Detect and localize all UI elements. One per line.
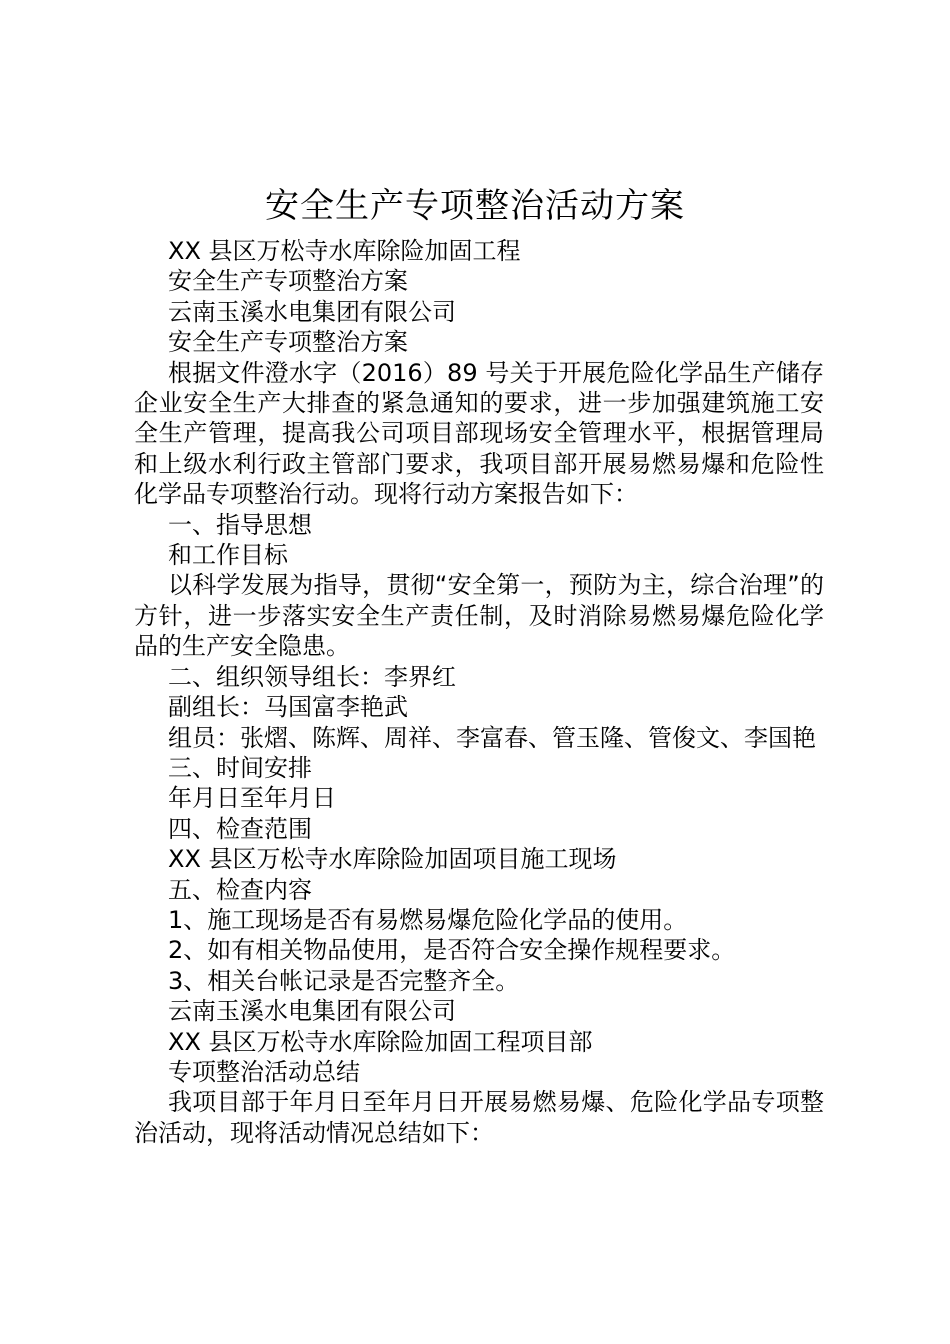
section-heading-organization: 二、组织领导组长：李界红 — [168, 662, 456, 691]
members-line: 组员：张熠、陈辉、周祥、李富春、管玉隆、管俊文、李国艳 — [168, 723, 816, 752]
guiding-ideology-paragraph: 以科学发展为指导，贯彻“安全第一，预防为主，综合治理”的方针，进一步落实安全生产责任制，及时消除易燃易爆危险化学品的生产安全隐患。 — [134, 571, 824, 661]
signature-company: 云南玉溪水电集团有限公司 — [168, 997, 456, 1026]
deputy-leaders-line: 副组长：马国富李艳武 — [168, 693, 408, 722]
section-heading-schedule: 三、时间安排 — [168, 753, 312, 782]
content-item-3: 3、相关台帐记录是否完整齐全。 — [168, 966, 520, 995]
section-heading-goals: 和工作目标 — [168, 541, 288, 570]
plan-subtitle-line-2: 安全生产专项整治方案 — [168, 328, 408, 357]
summary-heading: 专项整治活动总结 — [168, 1057, 360, 1086]
document-title: 安全生产专项整治活动方案 — [265, 186, 685, 226]
content-item-2: 2、如有相关物品使用，是否符合安全操作规程要求。 — [168, 936, 736, 965]
signature-project-dept: XX 县区万松寺水库除险加固工程项目部 — [168, 1027, 593, 1056]
company-name-line: 云南玉溪水电集团有限公司 — [168, 297, 456, 326]
scope-line: XX 县区万松寺水库除险加固项目施工现场 — [168, 845, 617, 874]
section-heading-content: 五、检查内容 — [168, 875, 312, 904]
section-heading-scope: 四、检查范围 — [168, 814, 312, 843]
schedule-line: 年月日至年月日 — [168, 784, 336, 813]
intro-paragraph: 根据文件澄水字（2016）89 号关于开展危险化学品生产储存企业安全生产大排查的紧急通知的要求，进一步加强建筑施工安全生产管理，提高我公司项目部现场安全管理水平，根据管理局和上级水利行政主管部门要求，我项目部开展易燃易爆和危险性化学品专项整治行动。现将行动方案报告如下： — [134, 358, 824, 509]
summary-intro-paragraph: 我项目部于年月日至年月日开展易燃易爆、危险化学品专项整治活动，现将活动情况总结如下： — [134, 1088, 824, 1147]
project-name-line: XX 县区万松寺水库除险加固工程 — [168, 237, 521, 265]
content-item-1: 1、施工现场是否有易燃易爆危险化学品的使用。 — [168, 905, 688, 934]
document-body — [134, 236, 824, 1148]
plan-subtitle-line: 安全生产专项整治方案 — [168, 267, 408, 296]
section-heading-guiding-ideology: 一、指导思想 — [168, 510, 312, 539]
